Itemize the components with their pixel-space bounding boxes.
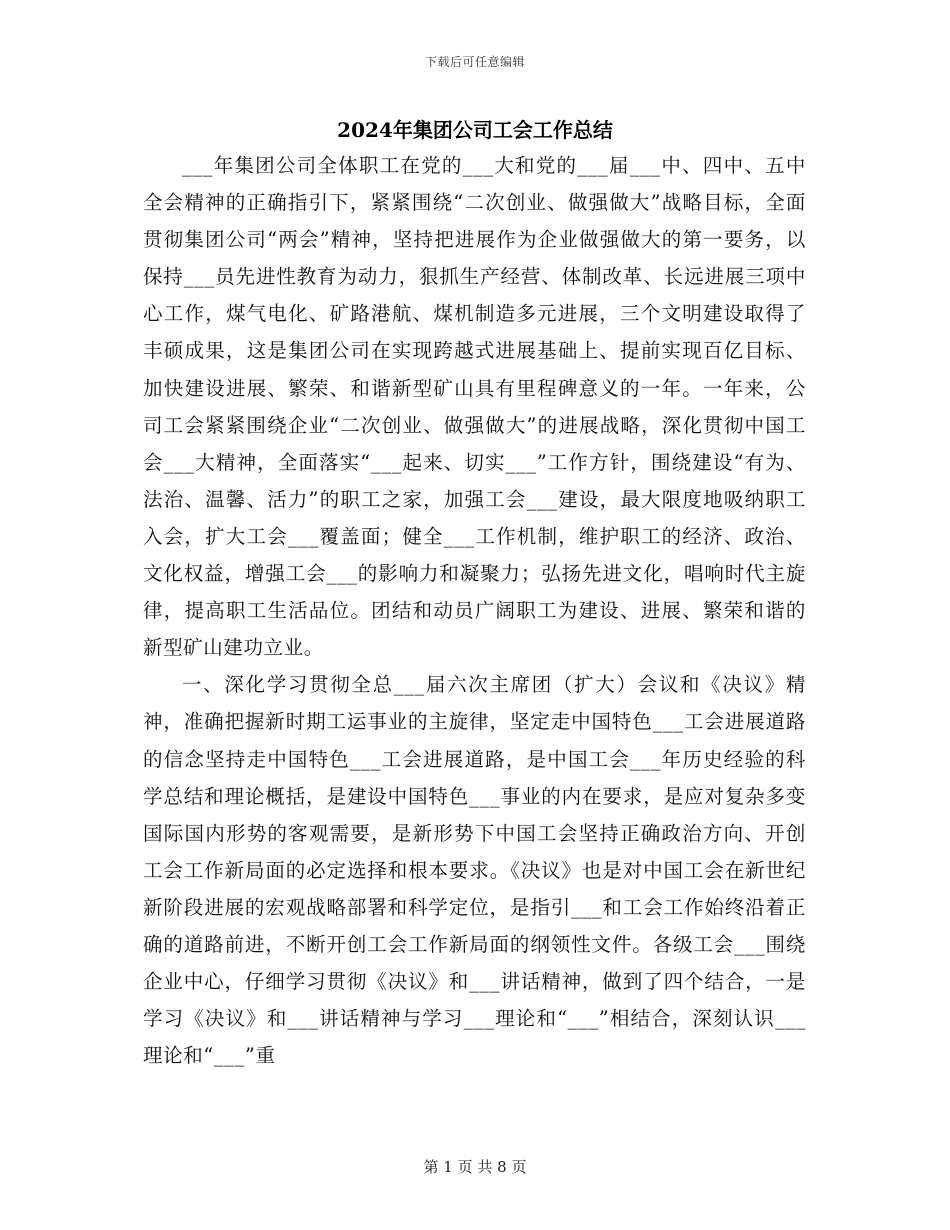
document-title: 2024年集团公司工会工作总结 (337, 118, 613, 142)
paragraph: ___年集团公司全体职工在党的___大和党的___届___中、四中、五中全会精神的正确指引下，紧紧围绕“二次创业、做强做大”战略目标，全面贯彻集团公司“两会”精神，坚持把进展作为企业做强做大的第一要务，以保持___员先进性教育为动力，狠抓生产经营、体制改革、长远进展三项中心工作，煤气电化、矿路港航、煤机制造多元进展，三个文明建设取得了丰硕成果，这是集团公司在实现跨越式进展基础上、提前实现百亿目标、加快建设进展、繁荣、和谐新型矿山具有里程碑意义的一年。一年来，公司工会紧紧围绕企业“二次创业、做强做大”的进展战略，深化贯彻中国工会___大精神，全面落实“___起来、切实___”工作方针，围绕建设“有为、法治、温馨、活力”的职工之家，加强工会___建设，最大限度地吸纳职工入会，扩大工会___覆盖面；健全___工作机制，维护职工的经济、政治、文化权益，增强工会___的影响力和凝聚力；弘扬先进文化，唱响时代主旋律，提高职工生活品位。团结和动员广阔职工为建设、进展、繁荣和谐的新型矿山建功立业。 (143, 154, 806, 660)
document-body (143, 147, 806, 1074)
page-number-footer: 第 1 页 共 8 页 (423, 1158, 527, 1176)
paragraph: 一、深化学习贯彻全总___届六次主席团（扩大）会议和《决议》精神，准确把握新时期工运事业的主旋律，坚定走中国特色___工会进展道路的信念坚持走中国特色___工会进展道路，是中国工会___年历史经验的科学总结和理论概括，是建设中国特色___事业的内在要求，是应对复杂多变国际国内形势的客观需要，是新形势下中国工会坚持正确政治方向、开创工会工作新局面的必定选择和根本要求。《决议》也是对中国工会在新世纪新阶段进展的宏观战略部署和科学定位，是指引___和工会工作始终沿着正确的道路前进，不断开创工会工作新局面的纲领性文件。各级工会___围绕企业中心，仔细学习贯彻《决议》和___讲话精神，做到了四个结合，一是学习《决议》和___讲话精神与学习___理论和“___”相结合，深刻认识___理论和“___”重 (143, 673, 806, 1068)
header-note: 下载后可任意编辑 (424, 55, 525, 69)
